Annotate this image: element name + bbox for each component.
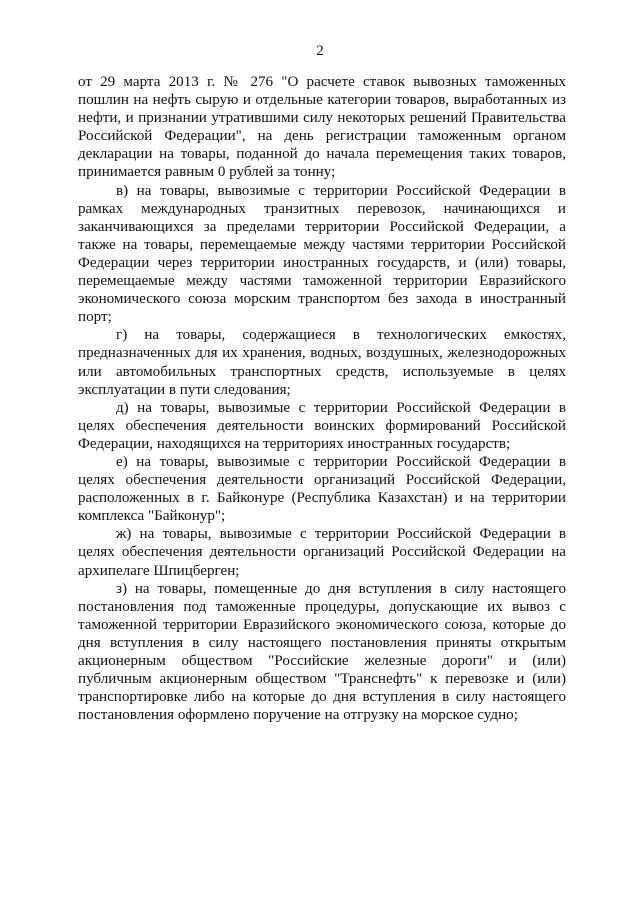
paragraph-item-d: д) на товары, вывозимые с территории Российской Федерации в целях обеспечения деятельности воинских формирований Российской Федерации, находящихся на территориях иностранных государств; [78,399,566,452]
paragraph-continuation: от 29 марта 2013 г. № 276 "О расчете ставок вывозных таможенных пошлин на нефть сырую и отдельные категории товаров, выработанных из нефти, и признании утратившими силу некоторых решений Правительства Российской Федерации", на день регистрации таможенным органом декларации на товары, поданной до начала перемещения таких товаров, принимается равным 0 рублей за тонну; [78,74,566,181]
paragraph-item-zh: ж) на товары, вывозимые с территории Российской Федерации в целях обеспечения деятельности организаций Российской Федерации на архипелаге Шпицберген; [78,526,566,579]
page-number: 2 [316,43,324,59]
paragraph-item-v: в) на товары, вывозимые с территории Российской Федерации в рамках международных транзитных перевозок, начинающихся и заканчивающихся за пределами территории Российской Федерации, а также на товары, перемещаемые между частями территории Российской Федерации через территории иностранных государств, и (или) товары, перемещаемые между частями таможенной территории Евразийского экономического союза морским транспортом без захода в иностранный порт; [78,182,566,326]
paragraph-item-e: е) на товары, вывозимые с территории Российской Федерации в целях обеспечения деятельности организаций Российской Федерации, расположенных в г. Байконуре (Республика Казахстан) и на территории комплекса "Байконур"; [78,453,566,525]
paragraph-item-g: г) на товары, содержащиеся в технологических емкостях, предназначенных для их хранения, водных, воздушных, железнодорожных или автомобильных транспортных средств, используемые в целях эксплуатации в пути следования; [78,327,566,398]
paragraph-item-z: з) на товары, помещенные до дня вступления в силу настоящего постановления под таможенные процедуры, допускающие их вывоз с таможенной территории Евразийского экономического союза, которые до дня вступления в силу настоящего постановления приняты открытым акционерным обществом "Российские железные дороги" и (или) публичным акционерным обществом "Транснефть" к перевозке и (или) транспортировке либо на которые до дня вступления в силу настоящего постановления оформлено поручение на отгрузку на морское судно; [78,580,566,724]
document-body [78,73,566,724]
